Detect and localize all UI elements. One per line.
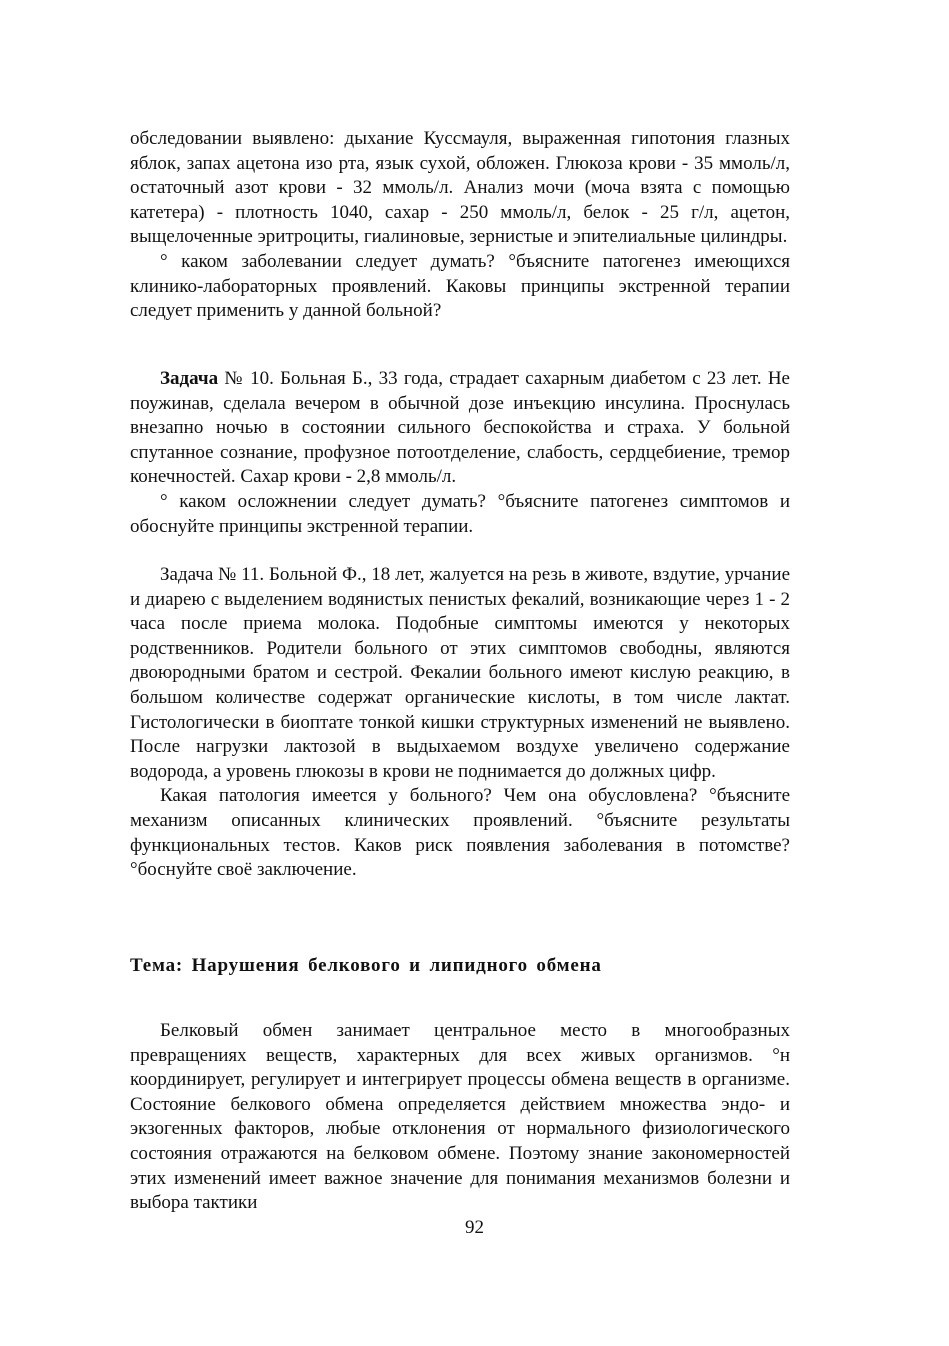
task-10-question: ° каком осложнении следует думать? °бъясните патогенез симптомов и обоснуйте принципы экстренной терапии. (130, 490, 790, 537)
case-question-paragraph: ° каком заболевании следует думать? °бъясните патогенез имеющихся клинико-лабораторных проявлений. Каковы принципы экстренной терапии следует применить у данной больной? (130, 250, 790, 322)
section-heading: Тема: Нарушения белкового и липидного обмена (130, 955, 602, 976)
section-intro (130, 1019, 790, 1216)
task-11-paragraph: Задача № 11. Больной Ф., 18 лет, жалуется на резь в животе, вздутие, урчание и диарею с выделением водянистых пенистых фекалий, возникающие через 1 - 2 часа после приема молока. Подобные симптомы имеются у некоторых родственников. Родители больного от этих симптомов свободны, являются двоюродными братом и сестрой. Фекалии больного имеют кислую реакцию, в большом количестве содержат органические кислоты, в том числе лактат. Гистологически в биоптате тонкой кишки структурных изменений не выявлено. После нагрузки лактозой в выдыхаемом воздухе увеличено содержание водорода, а уровень глюкозы в крови не поднимается до должных цифр. (130, 564, 790, 782)
task-10-text: № 10. Больная Б., 33 года, страдает сахарным диабетом с 23 лет. Не поужинав, сделала вечером в обычной дозе инъекцию инсулина. Проснулась внезапно ночью в состоянии сильного беспокойства и страха. У больной спутанное сознание, профузное потоотделение, слабость, сердцебиение, тремор конечностей. Сахар крови - 2,8 ммоль/л. (130, 368, 790, 488)
section-intro-paragraph: Белковый обмен занимает центральное место в многообразных превращениях веществ, характерных для всех живых организмов. °н координирует, регулирует и интегрирует процессы обмена веществ в организме. Состояние белкового обмена определяется действием множества эндо- и экзогенных факторов, любые отклонения от нормального физиологического состояния отражаются на белковом обмене. Поэтому знание закономерностей этих изменений имеет важное значение для понимания механизмов болезни и выбора тактики (130, 1020, 790, 1214)
task-10 (130, 367, 790, 539)
task-10-paragraph (130, 367, 790, 490)
task-10-label: Задача (160, 368, 219, 389)
task-11-question: Какая патология имеется у больного? Чем она обусловлена? °бъясните механизм описанных клинических проявлений. °бъясните результаты функциональных тестов. Каков риск появления заболевания в потомстве? °боснуйте своё заключение. (130, 785, 790, 881)
case-continuation (130, 127, 790, 324)
page-number: 92 (465, 1217, 484, 1238)
task-11 (130, 563, 790, 883)
case-findings-paragraph: обследовании выявлено: дыхание Куссмауля, выраженная гипотония глазных яблок, запах ацетона изо рта, язык сухой, обложен. Глюкоза крови - 35 ммоль/л, остаточный азот крови - 32 ммоль/л. Анализ мочи (моча взята с помощью катетера) - плотность 1040, сахар - 250 ммоль/л, белок - 25 г/л, ацетон, выщелоченные эритроциты, гиалиновые, зернистые и эпителиальные цилиндры. (130, 128, 790, 248)
